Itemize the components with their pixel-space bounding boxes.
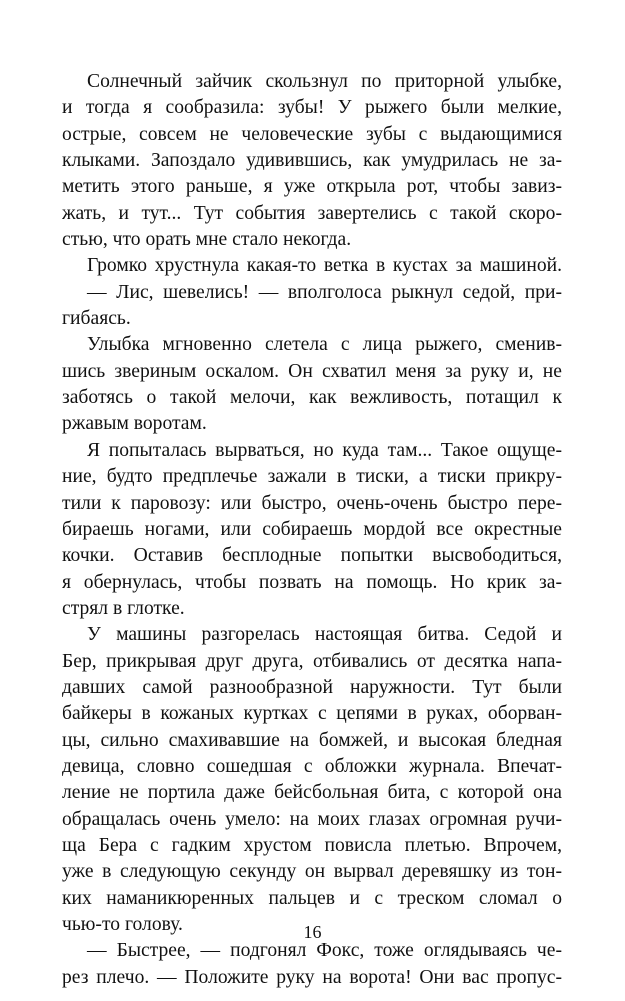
text-line: острые, совсем не человеческие зубы с выдающимися (62, 123, 562, 145)
text-line: ление не портила даже бейсбольная бита, с которой она (62, 782, 562, 804)
text-line: — Быстрее, — подгонял Фокс, тоже оглядываясь че- (87, 940, 562, 962)
text-line: цы, сильно смахивавшие на бомжей, и высокая бледная (62, 729, 562, 751)
text-line: жать, и тут... Тут события завертелись с такой скоро- (62, 202, 562, 224)
text-line: гибаясь. (62, 308, 131, 330)
text-line: бираешь ногами, или собираешь мордой все окрестные (62, 518, 562, 540)
text-line: Громко хрустнула какая-то ветка в кустах за машиной. (87, 255, 562, 277)
text-line: заботясь о такой мелочи, как вежливость, потащил к (62, 387, 562, 409)
text-line: обращалась очень умело: на моих глазах огромная ручи- (62, 808, 562, 830)
text-line: кочки. Оставив бесплодные попытки высвободиться, (62, 545, 562, 567)
text-line: уже в следующую секунду он вырвал деревяшку из тон- (62, 861, 562, 883)
text-line: стрял в глотке. (62, 597, 185, 619)
text-line: ние, будто предплечье зажали в тиски, а тиски прикру- (62, 466, 562, 488)
text-line: Я попыталась вырваться, но куда там... Такое ощуще- (87, 439, 562, 461)
text-line: чью-то голову. (62, 914, 183, 935)
body-text (62, 69, 562, 991)
text-line: тили к паровозу: или быстро, очень-очень быстро пере- (62, 492, 562, 514)
text-line: и тогда я сообразила: зубы! У рыжего были мелкие, (62, 97, 562, 119)
text-line: Улыбка мгновенно слетела с лица рыжего, сменив- (87, 334, 562, 356)
text-line: клыками. Запоздало удивившись, как умудрилась не за- (62, 150, 562, 172)
text-line: — Лис, шевелись! — вполголоса рыкнул седой, при- (87, 281, 562, 303)
text-line: давших самой разнообразной наружности. Тут были (62, 676, 562, 698)
text-line: метить этого раньше, я уже открыла рот, чтобы завиз- (62, 176, 562, 198)
text-line: Солнечный зайчик скользнул по приторной улыбке, (87, 71, 562, 92)
text-line: Бер, прикрывая друг друга, отбивались от десятка напа- (62, 650, 562, 672)
text-line: ких наманикюренных пальцев и с треском сломал о (62, 887, 562, 909)
text-line: я обернулась, чтобы позвать на помощь. Но крик за- (62, 571, 562, 593)
text-line: ща Бера с гадким хрустом повисла плетью. Впрочем, (62, 834, 562, 856)
text-line: байкеры в кожаных куртках с цепями в руках, оборван- (62, 703, 562, 725)
text-line: девица, словно сошедшая с обложки журнала. Впечат- (62, 755, 562, 777)
text-line: ржавым воротам. (62, 413, 207, 435)
page-number: 16 (303, 922, 322, 942)
text-line: стью, что орать мне стало некогда. (62, 229, 352, 251)
text-line: У машины разгорелась настоящая битва. Седой и (87, 624, 562, 646)
text-line: рез плечо. — Положите руку на ворота! Они вас пропус- (62, 966, 562, 988)
text-line: шись звериным оскалом. Он схватил меня за руку и, не (62, 360, 562, 382)
